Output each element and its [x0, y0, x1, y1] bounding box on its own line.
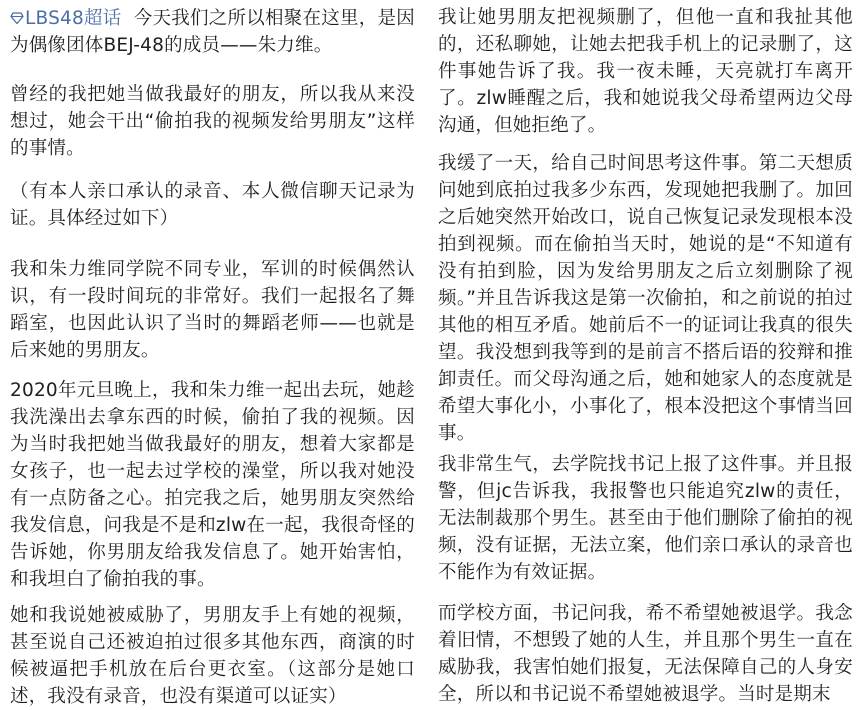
topic-label: LBS48超话	[25, 8, 122, 29]
intro-text: 今天我们之所以相聚在这里，是因为偶像团体BEJ-48的成员——朱力维。	[10, 8, 415, 56]
intro-paragraph	[10, 5, 415, 59]
left-paragraph-3: 我和朱力维同学院不同专业，军训的时候偶然认识，有一段时间玩的非常好。我们一起报名了舞蹈室，也因此认识了当时的舞蹈老师——也就是后来她的男朋友。	[10, 259, 415, 361]
right-paragraph-4: 而学校方面，书记问我，希不希望她被退学。我念着旧情，不想毁了她的人生，并且那个男生一直在威胁我，我害怕她们报复，无法保障自己的人身安全，所以和书记说不希望她被退学。当时是期末	[438, 603, 853, 705]
right-paragraph-1: 我让她男朋友把视频删了，但他一直和我扯其他的，还私聊她，让她去把我手机上的记录删了，这件事她告诉了我。我一夜未睡，天亮就打车离开了。zlw睡醒之后，我和她说我父母希望两边父母沟通，但她拒绝了。	[438, 7, 853, 136]
left-paragraph-1: 曾经的我把她当做我最好的朋友，所以我从来没想过，她会干出“偷拍我的视频发给男朋友”这样的事情。	[10, 84, 415, 159]
diamond-icon	[10, 11, 24, 25]
right-paragraph-2: 我缓了一天，给自己时间思考这件事。第二天想质问她到底拍过我多少东西，发现她把我删了。加回之后她突然开始改口，说自己恢复记录发现根本没拍到视频。而在偷拍当天时，她说的是“不知道有没有拍到脸，因为发给男朋友之后立刻删除了视频。”并且告诉我这是第一次偷拍，和之前说的拍过其他的相互矛盾。她前后不一的证词让我真的很失望。我没想到我等到的是前言不搭后语的狡辩和推卸责任。而父母沟通之后，她和她家人的态度就是希望大事化小，小事化了，根本没把这个事情当回事。	[438, 153, 853, 444]
left-paragraph-4: 2020年元旦晚上，我和朱力维一起出去玩，她趁我洗澡出去拿东西的时候，偷拍了我的视频。因为当时我把她当做我最好的朋友，想着大家都是女孩子，也一起去过学校的澡堂，所以我对她没有一点防备之心。拍完我之后，她男朋友突然给我发信息，问我是不是和zlw在一起，我很奇怪的告诉她，你男朋友给我发信息了。她开始害怕，和我坦白了偷拍我的事。	[10, 380, 415, 590]
topic-tag[interactable]	[10, 8, 122, 29]
left-paragraph-2: （有本人亲口承认的录音、本人微信聊天记录为证。具体经过如下）	[10, 181, 415, 229]
left-paragraph-5: 她和我说她被威胁了，男朋友手上有她的视频，甚至说自己还被迫拍过很多其他东西，商演的时候被逼把手机放在后台更衣室。（这部分是她口述，我没有录音，也没有渠道可以证实）	[10, 605, 415, 707]
right-paragraph-3: 我非常生气，去学院找书记上报了这件事。并且报警，但jc告诉我，我报警也只能追究zlw的责任，无法制裁那个男生。甚至由于他们删除了偷拍的视频，没有证据，无法立案，他们亲口承认的录音也不能作为有效证据。	[438, 454, 853, 583]
